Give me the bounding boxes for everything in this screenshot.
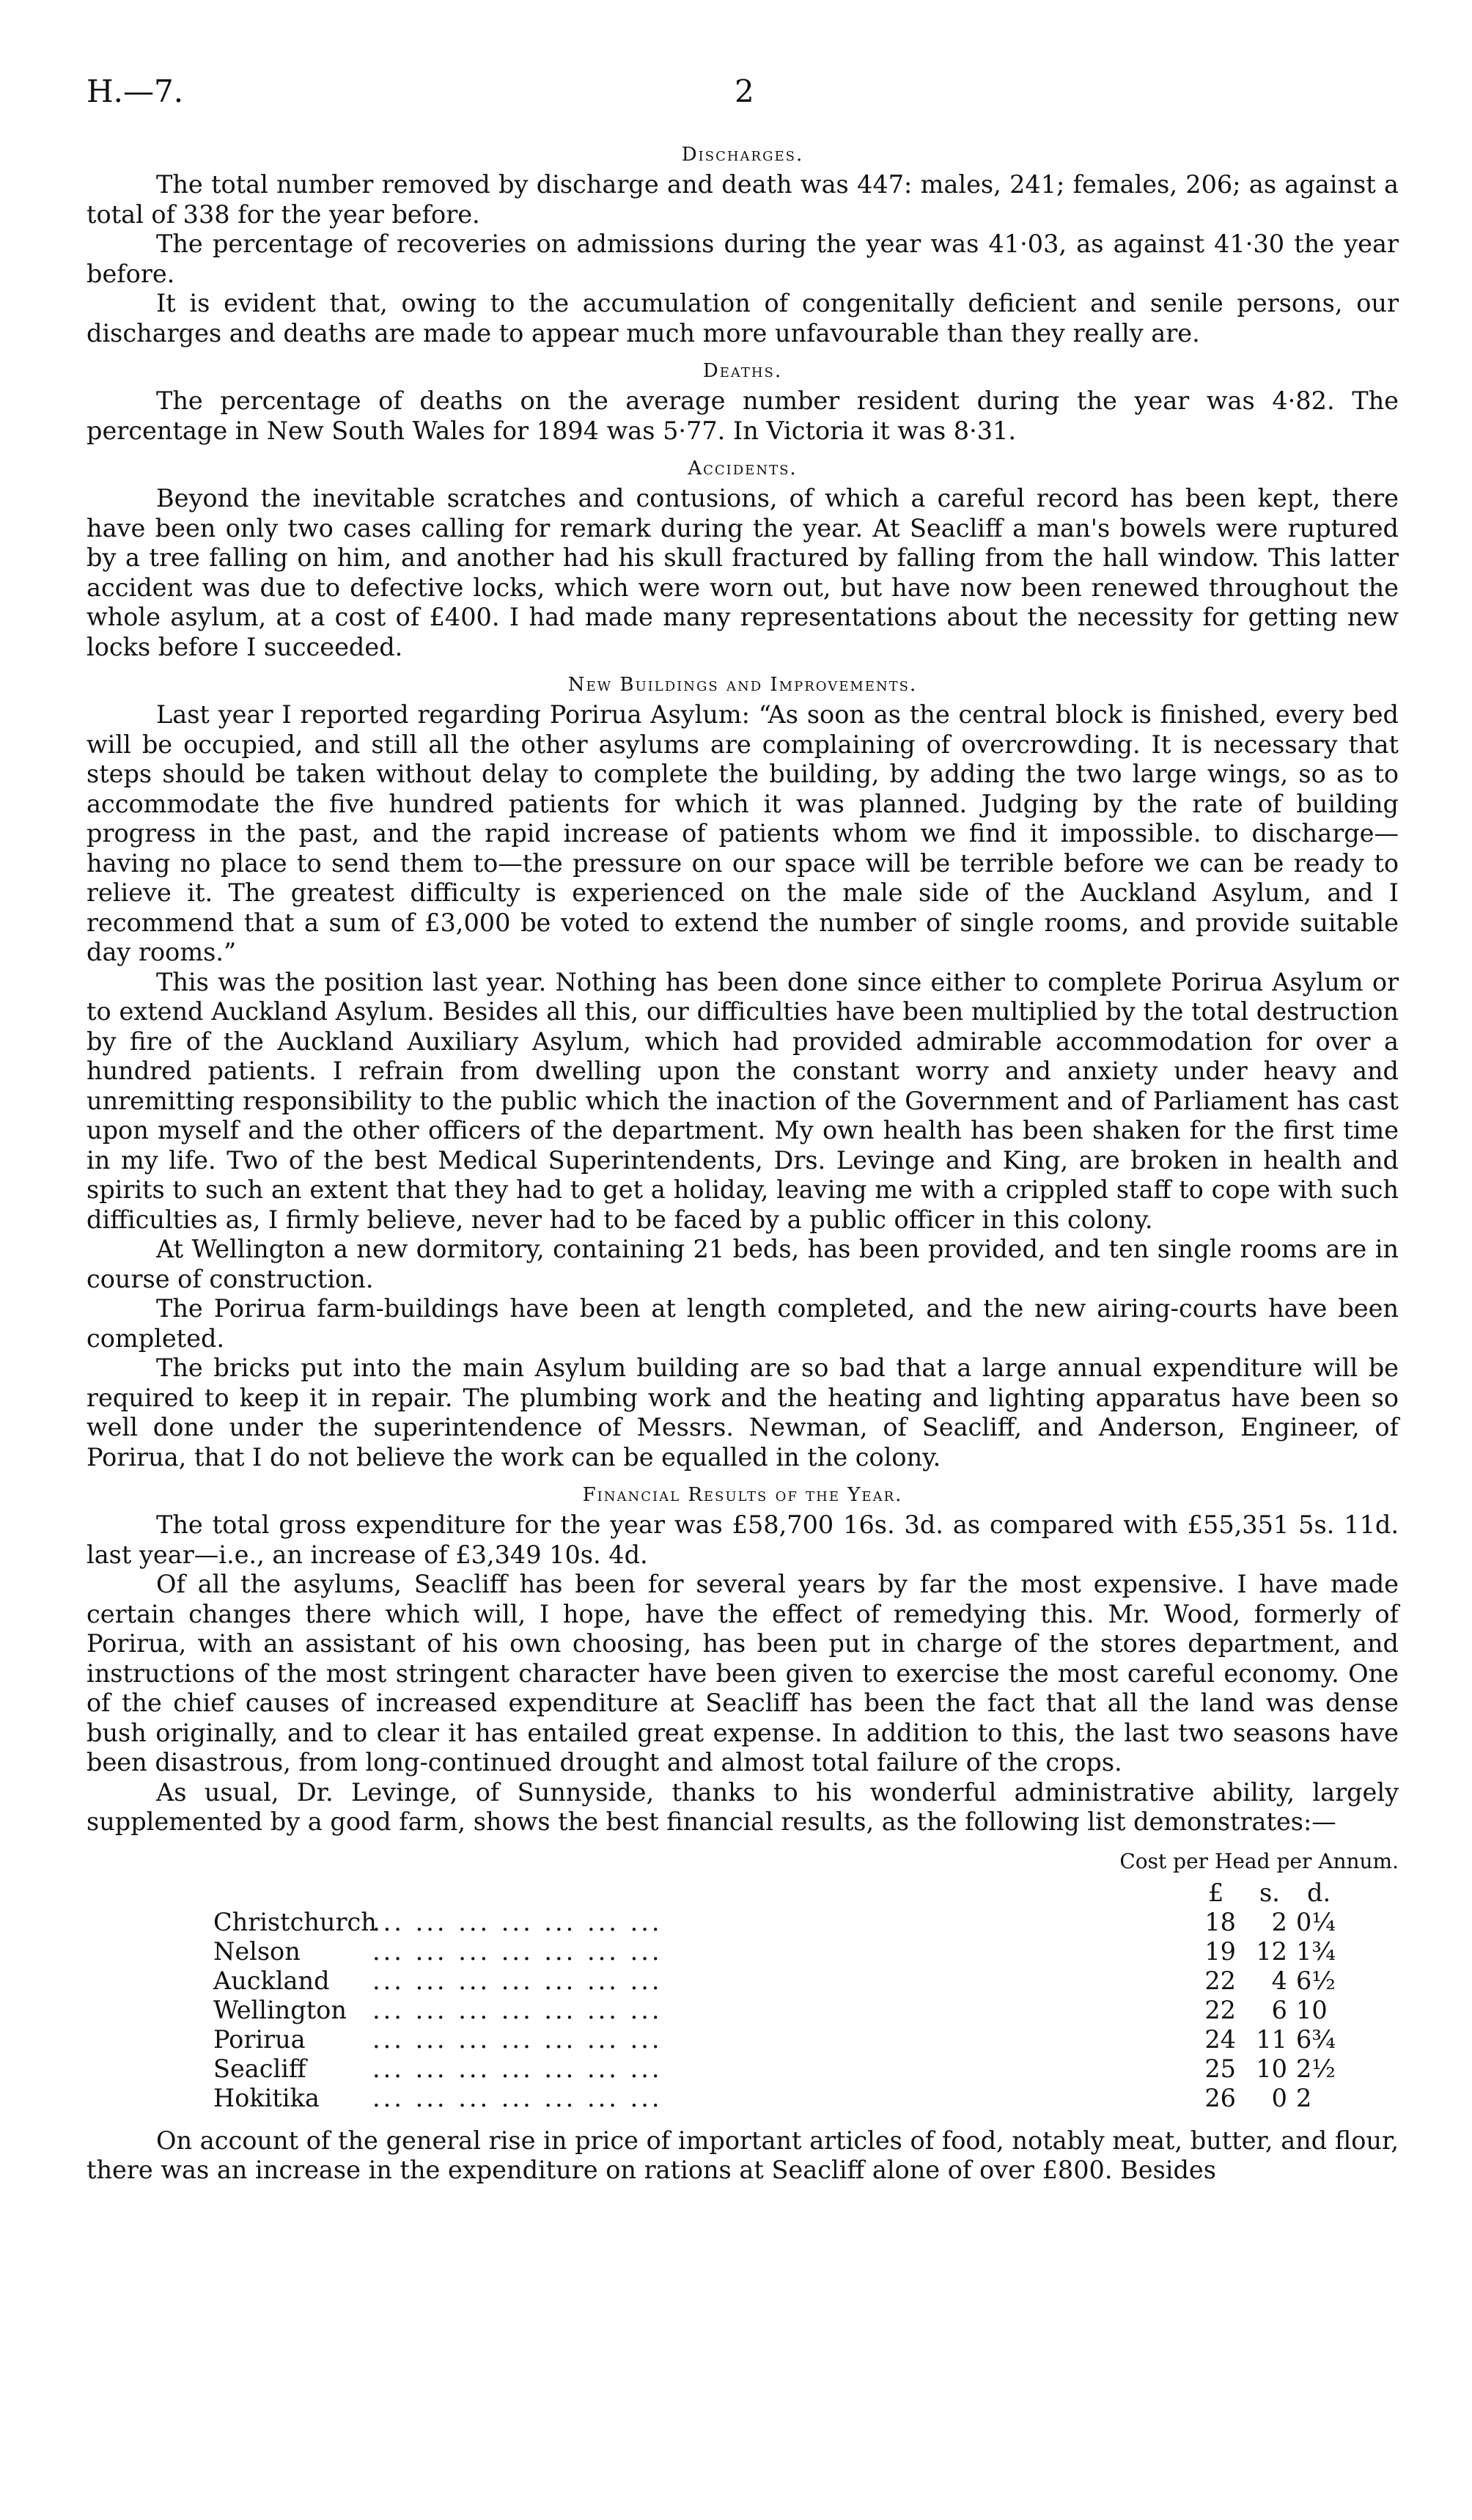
- cost-pounds: 19: [1204, 1936, 1236, 1966]
- paragraph: Beyond the inevitable scratches and contusions, of which a careful record has been kept, there have been only two cases calling for remark during the year. At Seacliff a man's bowels were ruptured by a tree falling on him, and another had his skull fractured by falling from the hall window. This latter accident was due to defective locks, which were worn out, but have now been renewed throughout the whole asylum, at a cost of £400. I had made many representations about the necessity for getting new locks before I succeeded.: [87, 484, 1399, 661]
- cost-pounds: 22: [1204, 1995, 1236, 2024]
- paragraph: The total gross expenditure for the year was £58,700 16s. 3d. as compared with £55,351 5s. 11d. last year—i.e., an increase of £3,349 10s. 4d.: [87, 1510, 1399, 1569]
- section-financial-results: [87, 1484, 1399, 1837]
- dot-leader: ... ... ... ... ... ... ...: [372, 1966, 663, 1995]
- asylum-name: Wellington: [213, 1995, 347, 2024]
- cost-pounds: 18: [1204, 1907, 1236, 1936]
- page-header: [87, 73, 1399, 132]
- cost-shillings: 4: [1271, 1966, 1287, 1995]
- cost-pence: 6½: [1296, 1966, 1336, 1995]
- dot-leader: ... ... ... ... ... ... ...: [372, 2083, 663, 2112]
- cost-pence: 6¾: [1296, 2024, 1336, 2054]
- table-units-row: [87, 1878, 1399, 1908]
- paragraph: This was the position last year. Nothing has been done since either to complete Porirua Asylum or to extend Auckland Asylum. Besides all this, our difficulties have been multiplied by the total destruction by fire of the Auckland Auxiliary Asylum, which had provided admirable accommodation for over a hundred patients. I refrain from dwelling upon the constant worry and anxiety under heavy and unremitting responsibility to the public which the inaction of the Government and of Parliament has cast upon myself and the other officers of the department. My own health has been shaken for the first time in my life. Two of the best Medical Superintendents, Drs. Levinge and King, are broken in health and spirits to such an extent that they had to get a holiday, leaving me with a crippled staff to cope with such difficulties as, I firmly believe, never had to be faced by a public officer in this colony.: [87, 967, 1399, 1234]
- cost-pence: 0¼: [1296, 1907, 1336, 1936]
- dot-leader: ... ... ... ... ... ... ...: [372, 2054, 663, 2083]
- section-heading: Discharges.: [681, 144, 804, 166]
- cost-shillings: 12: [1256, 1936, 1287, 1966]
- cost-shillings: 10: [1256, 2054, 1287, 2083]
- page-number: 2: [735, 73, 754, 109]
- table-row: [87, 2054, 1399, 2084]
- cost-pence: 2½: [1296, 2054, 1336, 2083]
- cost-pounds: 22: [1204, 1966, 1236, 1995]
- table-row: [87, 1937, 1399, 1966]
- unit-pence: d.: [1307, 1878, 1331, 1907]
- asylum-name: Auckland: [213, 1966, 330, 1995]
- paragraph: The percentage of recoveries on admissions during the year was 41·03, as against 41·30 the year before.: [87, 229, 1399, 288]
- asylum-name: Hokitika: [213, 2083, 320, 2112]
- paragraph: As usual, Dr. Levinge, of Sunnyside, thanks to his wonderful administrative ability, largely supplemented by a good farm, shows the best financial results, as the following list demonstrates:—: [87, 1777, 1399, 1836]
- cost-per-head-table: [87, 1849, 1399, 2113]
- paragraph: The bricks put into the main Asylum building are so bad that a large annual expenditure will be required to keep it in repair. The plumbing work and the heating and lighting apparatus have been so well done under the superintendence of Messrs. Newman, of Seacliff, and Anderson, Engineer, of Porirua, that I do not believe the work can be equalled in the colony.: [87, 1353, 1399, 1472]
- asylum-name: Seacliff: [213, 2054, 306, 2083]
- dot-leader: ... ... ... ... ... ... ...: [372, 1936, 663, 1966]
- unit-pounds: £: [1208, 1878, 1224, 1907]
- asylum-name: Christchurch: [213, 1907, 377, 1936]
- table-row: [87, 1996, 1399, 2025]
- section-deaths: [87, 360, 1399, 446]
- paragraph: The Porirua farm-buildings have been at length completed, and the new airing-courts have been completed.: [87, 1294, 1399, 1353]
- section-new-buildings: [87, 674, 1399, 1472]
- table-row: [87, 2084, 1399, 2113]
- unit-shillings: s.: [1259, 1878, 1280, 1907]
- section-heading: New Buildings and Improvements.: [567, 674, 918, 696]
- paragraph: Last year I reported regarding Porirua Asylum: “As soon as the central block is finished, every bed will be occupied, and still all the other asylums are complaining of overcrowding. It is necessary that steps should be taken without delay to complete the building, by adding the two large wings, so as to accommodate the five hundred patients for which it was planned. Judging by the rate of building progress in the past, and the rapid increase of patients whom we find it impossible. to discharge—having no place to send them to—the pressure on our space will be terrible before we can be ready to relieve it. The greatest difficulty is experienced on the male side of the Auckland Asylum, and I recommend that a sum of £3,000 be voted to extend the number of single rooms, and provide suitable day rooms.”: [87, 700, 1399, 966]
- paragraph: The total number removed by discharge and death was 447: males, 241; females, 206; as against a total of 338 for the year before.: [87, 170, 1399, 229]
- paragraph: The percentage of deaths on the average number resident during the year was 4·82. The percentage in New South Wales for 1894 was 5·77. In Victoria it was 8·31.: [87, 386, 1399, 445]
- dot-leader: ... ... ... ... ... ... ...: [372, 2024, 663, 2054]
- section-heading: Accidents.: [688, 458, 798, 480]
- dot-leader: ... ... ... ... ... ... ...: [372, 1907, 663, 1936]
- dot-leader: ... ... ... ... ... ... ...: [372, 1995, 663, 2024]
- cost-pounds: 26: [1204, 2083, 1236, 2112]
- section-discharges: [87, 144, 1399, 348]
- document-reference: H.—7.: [87, 73, 184, 109]
- cost-shillings: 11: [1256, 2024, 1287, 2054]
- cost-pounds: 24: [1204, 2024, 1236, 2054]
- cost-pounds: 25: [1204, 2054, 1236, 2083]
- section-heading: Financial Results of the Year.: [582, 1484, 903, 1506]
- cost-pence: 2: [1296, 2083, 1312, 2112]
- cost-pence: 10: [1296, 1995, 1328, 2024]
- cost-shillings: 6: [1271, 1995, 1287, 2024]
- table-row: [87, 1908, 1399, 1937]
- asylum-name: Nelson: [213, 1936, 301, 1966]
- asylum-name: Porirua: [213, 2024, 306, 2054]
- section-heading: Deaths.: [702, 360, 783, 382]
- document-page: [87, 73, 1399, 2186]
- table-row: [87, 1966, 1399, 1996]
- cost-shillings: 0: [1271, 2083, 1287, 2112]
- paragraph: It is evident that, owing to the accumulation of congenitally deficient and senile persons, our discharges and deaths are made to appear much more unfavourable than they really are.: [87, 289, 1399, 348]
- cost-shillings: 2: [1271, 1907, 1287, 1936]
- paragraph: At Wellington a new dormitory, containing 21 beds, has been provided, and ten single rooms are in course of construction.: [87, 1235, 1399, 1293]
- column-heading-text: Cost per Head per Annum.: [1119, 1848, 1399, 1873]
- paragraph: Of all the asylums, Seacliff has been for several years by far the most expensive. I have made certain changes there which will, I hope, have the effect of remedying this. Mr. Wood, formerly of Porirua, with an assistant of his own choosing, has been put in charge of the stores department, and instructions of the most stringent character have been given to exercise the most careful economy. One of the chief causes of increased expenditure at Seacliff has been the fact that all the land was dense bush originally, and to clear it has entailed great expense. In addition to this, the last two seasons have been disastrous, from long-continued drought and almost total failure of the crops.: [87, 1570, 1399, 1777]
- section-accidents: [87, 458, 1399, 662]
- table-column-heading: [87, 1849, 1399, 1878]
- table-row: [87, 2025, 1399, 2054]
- closing-paragraph: On account of the general rise in price of important articles of food, notably meat, butter, and flour, there was an increase in the expenditure on rations at Seacliff alone of over £800. Besides: [87, 2126, 1399, 2184]
- cost-pence: 1¾: [1296, 1936, 1336, 1966]
